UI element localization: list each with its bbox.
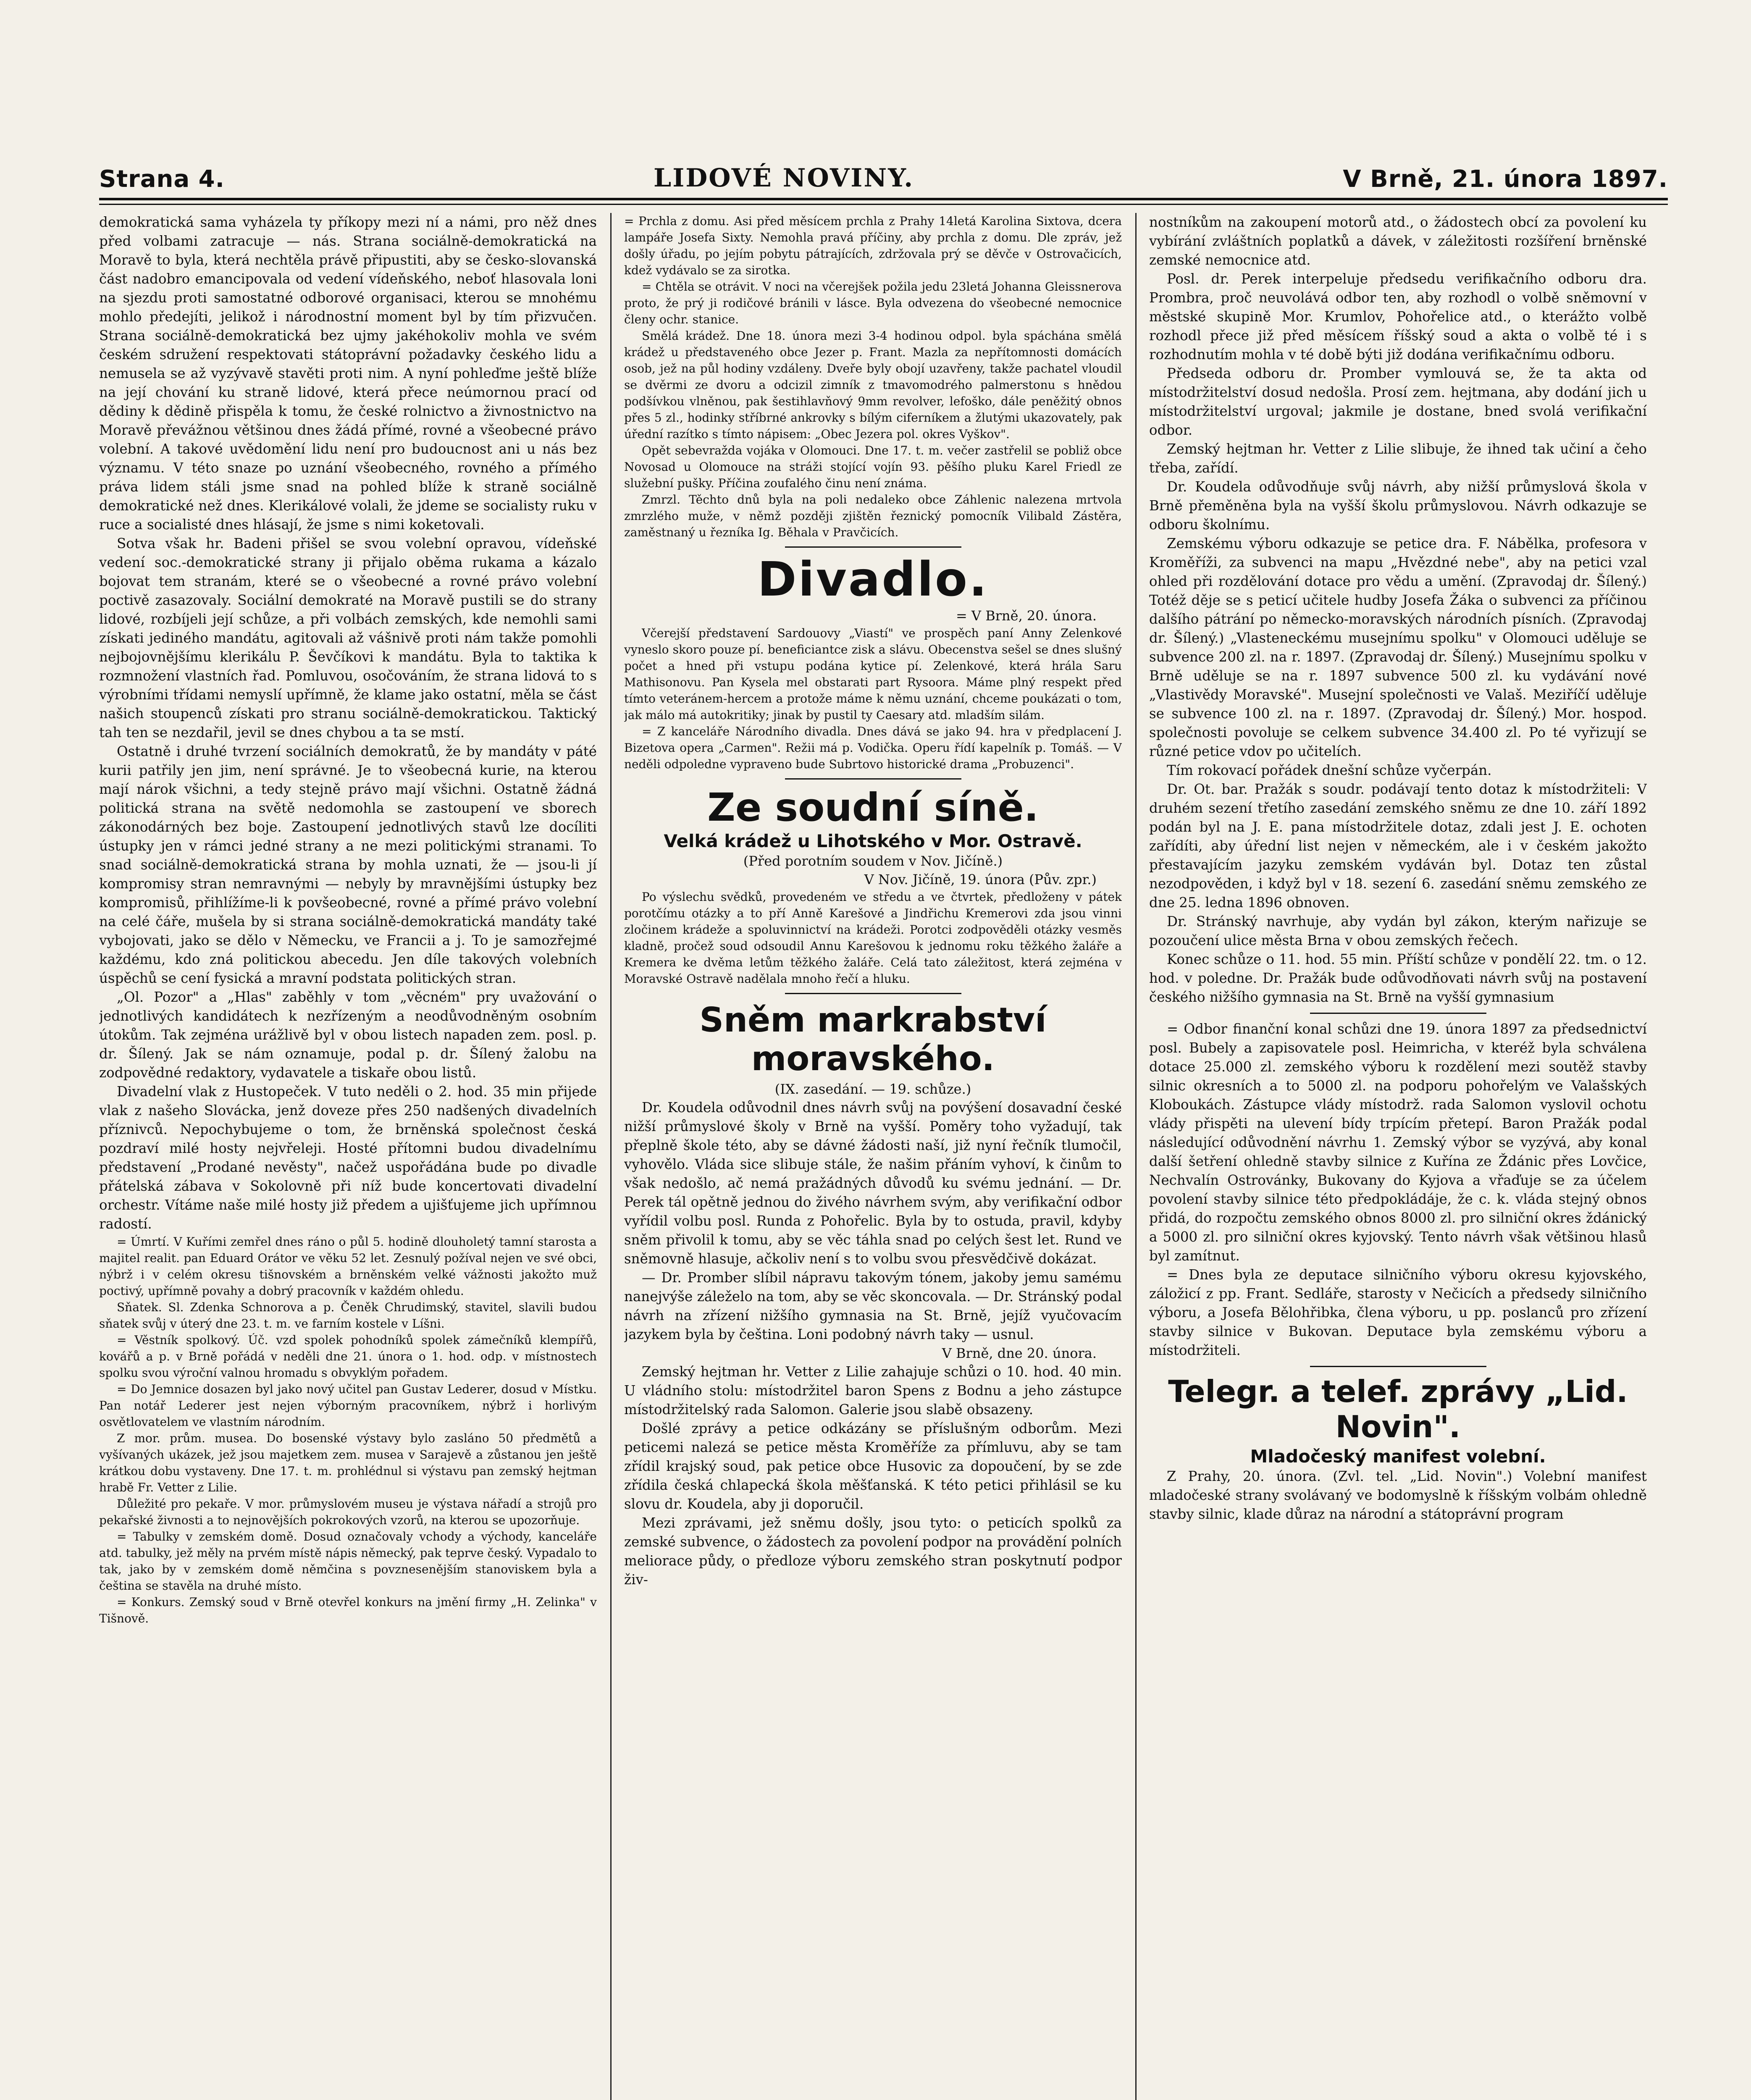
section-subheading: Velká krádež u Lihotského v Mor. Ostravě. bbox=[664, 831, 1082, 851]
article-paragraph: = Z kanceláře Národního divadla. Dnes dává se jako 94. hra v předplacení J. Bizetova opera „Carmen". Režii má p. Vodička. Operu řídí kapelník p. Tomáš. — V neděli odpoledne vypraveno bude Subrtovo historické drama „Probuzenci". bbox=[624, 724, 1122, 771]
masthead: LIDOVÉ NOVINY. bbox=[654, 163, 914, 193]
article-paragraph: „Ol. Pozor" a „Hlas" zaběhly v tom „věcném" pry uvažování o jednotlivých kandidátech k nezřízeným a neodůvodněným osobním útokům. Tak zejména urážlivě byl v obou listech napaden zem. posl. p. dr. Šílený. Jak se nám oznamuje, podal p. dr. Šílený žalobu na zodpovědné redaktory, vydavatele a tiskaře obou listů. bbox=[99, 989, 597, 1081]
article-paragraph: = Věstník spolkový. Úč. vzd spolek pohodníků spolek zámečníků klempířů, kovářů a p. v Brně pořádá v neděli dne 21. února o 1. hod. odp. v místnostech spolku svou výroční valnou hromadu s obvyklým pořadem. bbox=[99, 1333, 597, 1380]
article-paragraph: Mezi zprávami, jež sněmu došly, jsou tyto: o peticích spolků za zemské subvence, o žádostech za povolení podpor na provádění polních meliorace půdy, o předloze výboru zemského stran poskytnutí podpor živ- bbox=[624, 1515, 1122, 1588]
article-paragraph: Sotva však hr. Badeni přišel se svou volební opravou, vídeňské vedení soc.-demokratické strany ji přijalo oběma rukama a kázalo bojovat tem stranám, které se o všeobecné a rovné právo volební poctivě zasazovaly. Sociální demokraté na Moravě pustili se do strany lidové, rozbíjeli její schůze, a při volbách zemských, kde nemohli sami získati jediného mandátu, agitovali až vášnivě proti nám takže pomohli nejbojovnějšímu klerikálu P. Ševčíkovi k mandátu. Byla to taktika k rozmnožení vlastních řad. Pomluvou, osočováním, že strana lidová to s výrobními třídami nemyslí upřímně, že klame jako ostatní, měla se část našich stoupenců získati pro stranu sociálně-demokratickou. Taktický tah ten se nezdařil, jevil se dnes chybou a ta se mstí. bbox=[99, 536, 597, 740]
section-subheading: Mladočeský manifest volební. bbox=[1250, 1446, 1546, 1467]
article-paragraph: Důležité pro pekaře. V mor. průmyslovém museu je výstava nářadí a strojů pro pekařské živnosti a to nejnovějších pokrokových vzorů, na kterou se upozorňuje. bbox=[99, 1497, 597, 1527]
article-paragraph: = Odbor finanční konal schůzi dne 19. února 1897 za předsednictví posl. Bubely a zapisovatele posl. Heimricha, v kteréž byla schválena dotace 25.000 zl. zemského výboru k rozdělení mezi soutěž stavby silnic okresních a to 5000 zl. na podporu pohořelým ve Valašských Kloboukách. Zástupce vlády místodrž. rada Salomon vyslovil ochotu vlády přispěti na ulevení bídy trpícím přetepí. Baron Pražák podal následující odůvodnění návrhu 1. Zemský výbor se vyzývá, aby konal další šetření ohledně stavby silnice z Kuřína ze Ždánic přes Lovčice, Nechvalín Ostrovánky, Bukovany do Kyjova a vřaďuje se za účelem povolení stavby silnice této předpokládáje, že c. k. vláda stejný obnos přidá, do rozpočtu zemského obnos 8000 zl. pro silniční okres ždánický a 5000 zl. pro silniční okres kyjovský. Tento návrh však většinou hlasů byl zamítnut. bbox=[1149, 1021, 1647, 1264]
section-separator bbox=[1310, 1366, 1486, 1367]
article-paragraph: Divadelní vlak z Hustopeček. V tuto neděli o 2. hod. 35 min přijede vlak z našeho Slovácka, jenž doveze přes 250 nadšených divadelních příznivců. Nepochybujeme o tom, že brněnská společnost česká pozdraví milé hosty nejvřeleji. Hosté přítomni budou divadelnímu představení „Prodané nevěsty", načež uspořádána bude po divadle přátelská zábava v Sokolovně při níž bude koncertovati divadelní orchestr. Vítáme naše milé hosty již předem a ujišťujeme jich upřímnou radostí. bbox=[99, 1084, 597, 1232]
article-paragraph: Smělá krádež. Dne 18. února mezi 3-4 hodinou odpol. byla spáchána smělá krádež u představeného obce Jezer p. Frant. Mazla za nepřítomnosti domácích osob, jež na půl hodiny vzdáleny. Dveře byly obojí uzavřeny, takže pachatel vloudil se dvěrmi ze dvoru a odcizil zimník z tmavomodrého palmerstonu s hnědou podšívkou vlněnou, pak šestihlavňový 9mm revolver, lefoško, dále peněžitý obnos přes 5 zl., hodinky stříbrné ankrovky s bílým ciferníkem a žlutými ukazovately, pak úřední razítko s tímto nápisem: „Obec Jezera pol. okres Vyškov". bbox=[624, 329, 1122, 441]
section-heading-telegrams: Telegr. a telef. zprávy „Lid. Novin". bbox=[1168, 1374, 1628, 1444]
article-paragraph: = Prchla z domu. Asi před měsícem prchla z Prahy 14letá Karolina Sixtova, dcera lampáře Josefa Sixty. Nemohla pravá příčiny, aby prchla z domu. Dle zpráv, jež došly úřadu, po jejím pobytu pátrajících, zdržovala prý se děvče v Ostrovačicích, kdež vydávalo se za sirotka. bbox=[624, 214, 1122, 277]
section-heading-divadlo: Divadlo. bbox=[757, 552, 989, 607]
article-paragraph: Zemskému výboru odkazuje se petice drа. F. Nábělka, profesora v Kroměříži, za subvenci na mapu „Hvězdné nebe", aby na petici vzal ohled při rozdělování dotace pro vědu a umění. (Zpravodaj dr. Šílený.) Totéž děje se s peticí učitele hudby Josefa Žáka o subvenci za příčinou dalšího pátrání po německo-moravských národních písních. (Zpravodaj dr. Šílený.) „Vlasteneckému musejnímu spolku" v Olomouci uděluje se subvence 200 zl. na r. 1897. (Zpravodaj dr. Šílený.) Museјnímu spolku v Brně uděluje se na r. 1897 subvence 500 zl. ku vydávání nové „Vlastivědy Moravské". Musejní společnosti ve Valaš. Meziříčí uděluje se subvence 100 zl. na r. 1897. (Zpravodaj dr. Šílený.) Mor. hospod. společnosti povoluje se celkem subvence 34.400 zl. Po té vyřizují se různé petice vdov po učitelích. bbox=[1149, 536, 1647, 759]
column-3 bbox=[1149, 213, 1647, 2100]
article-paragraph: nostníkům na zakoupení motorů atd., o žádostech obcí za povolení ku vybírání zvláštních poplatků a dávek, v záležitosti rozšíření brněnské zemské nemocnice atd. bbox=[1149, 214, 1647, 268]
section-note: (Před porotním soudem v Nov. Jičíně.) bbox=[743, 853, 1003, 869]
article-paragraph: = Úmrtí. V Kuřími zemřel dnes ráno o půl 5. hodině dlouholetý tamní starosta a majitel realit. pan Eduard Orátor ve věku 52 let. Zesnulý požíval nejen ve své obci, nýbrž i v celém okresu tišnovském a brněnském velké vážnosti jakožto muž poctivý, upřímně povahy a dobrý pracovník v každém ohledu. bbox=[99, 1235, 597, 1298]
dateline: V Brně, dne 20. února. bbox=[942, 1345, 1097, 1361]
article-paragraph: Po výslechu svědků, provedeném ve středu a ve čtvrtek, předloženy v pátek porotčímu otázky a to pří Anně Karešové a Jindřichu Kremerovi zda jsou vinni zločinem krádeže a spoluvinnictví na krádeži. Porotci zodpověděli otázky vesměs kladně, pročež soud odsoudil Annu Karešovou k jednomu roku těžkého žaláře a Kremera ke dvěma letům těžkého žaláře. Celá tato záležitost, která zejména v Moravské Ostravě nadělala mnoho řečí a hluku. bbox=[624, 890, 1122, 986]
section-separator bbox=[785, 546, 961, 548]
section-separator bbox=[785, 778, 961, 780]
article-paragraph: Opět sebevražda vojáka v Olomouci. Dne 17. t. m. večer zastřelil se pobliž obce Novosad u Olomouce na stráži stojící vojín 93. pěšího pluku Karel Friedl ze služební pušky. Příčina zoufalého činu není známa. bbox=[624, 444, 1122, 490]
article-paragraph: Z mor. prům. musea. Do bosenské výstavy bylo zasláno 50 předmětů a vyšívaných ukázek, jež jsou majetkem zem. musea v Sarajevě a zůstanou jen ještě krátkou dobu vystaveny. Dne 17. t. m. prohlédnul si výstavu pan zemský hejtman hrabě Fr. Vetter z Lilie. bbox=[99, 1431, 597, 1494]
column-divider bbox=[610, 213, 612, 2100]
article-paragraph: Dr. Stránský navrhuje, aby vydán byl zákon, kterým nařizuje se pozoučení ulice města Brna v obou zemských řečech. bbox=[1149, 914, 1647, 948]
article-paragraph: Došlé zprávy a petice odkázány se příslušným odborům. Mezi peticemi nalezá se petice města Kroměříže za přímluvu, aby se tam zřídil krajský soud, pak petice obce Husovic za dopoučení, by se zde zřídila česká chlapecká škola měšťanská. K této petici přihlásil se ku slovu dr. Koudela, aby ji doporučil. bbox=[624, 1420, 1122, 1512]
article-paragraph: Zemský hejtman hr. Vetter z Lilie slibuje, že ihned tak učiní a čeho třeba, zařídí. bbox=[1149, 441, 1647, 476]
article-paragraph: = Chtěla se otrávit. V noci na včerejšek požila jedu 23letá Johanna Gleissnerova proto, že prý ji rodičové bránili v lásce. Byla odvezena do všeobecné nemocnice členy ochr. stanice. bbox=[624, 280, 1122, 326]
article-paragraph: Předseda odboru dr. Promber vymlouvá se, že ta akta od místodržitelství dosud nedošla. Prosí zem. hejtmana, aby dodání jich u místodržitelství urgoval; jakmile je dostane, bned svolá verifikační odbor. bbox=[1149, 365, 1647, 438]
article-paragraph: = Konkurs. Zemský soud v Brně otevřel konkurs na jmění firmy „H. Zelinka" v Tišnově. bbox=[99, 1595, 597, 1625]
article-paragraph: = Do Jemnice dosazen byl jako nový učitel pan Gustav Lederer, dosud v Místku. Pan notář Lederer jest nejen výborným pracovníkem, nýbrž i horlivým osvětlovatelem ve vlastním národním. bbox=[99, 1382, 597, 1429]
article-paragraph: Ostatně i druhé tvrzení sociálních demokratů, že by mandáty v páté kurii patřily jen jim, není správné. Je to všeobecná kurie, na kterou mají nárok všichni, a tedy stejně právo mají všichni. Ostatně žádná politická strana na světě nedomohla se zastoupení ve sborech zákonodárných bez boje. Zastoupení jednotlivých stavů lze docíliti ústupky jen v rámci jedné strany a ne mezi politickými stranami. To snad sociálně-demokratická strana by mohla uznati, že — jsou-li jí kompromisy stran nemravnými — nebyly by mravnějšími ústupky bez kompromisů, přihlížíme-li k povšeobecné, rovné a přímé právo volební na celé čáře, mušela by si strana sociálně-demokratická mandáty také vybojovati, jako se dělo v Německu, ve Francii a j. To je samozřejmé každému, kdo zná politickou abecedu. Jen díle takových volebních úspěchů se cení fysická a mravní podstata politických stran. bbox=[99, 743, 597, 986]
article-paragraph: = Tabulky v zemském domě. Dosud označovaly vchody a východy, kanceláře atd. tabulky, jež měly na prvém místě nápis německý, pak teprve český. Vypadalo to tak, jako by v zemském domě němčina s povznesenějším stanoviskem byla a čeština se stavěla na druhé místo. bbox=[99, 1530, 597, 1593]
article-paragraph: demokratická sama vyházela ty příkopy mezi ní a námi, pro něž dnes před volbami zatracuje — nás. Strana sociálně-demokratická na Moravě to byla, která nechtěla právě připustiti, aby se česko-slovanská část nadobro emancipovala od vedení vídeňského, neboť hlasovala loni na sjezdu proti samostatné odborové organisaci, kterou se mnohému mohlo předejíti, jelikož i národnostní moment byl by tím přizvučen. Strana sociálně-demokratická bez ujmy jakéhokoliv mohla ve svém českém sdružení respektovati státoprávní požadavky českého lidu a nemusela se až vyzývavě stavěti proti nim. A nyní pohleďme ještě blíže na její chování ku straně lidové, která přece neúmornou prací od dědiny k dědině přispěla k tomu, že české rolnictvo a živnostnictvo na Moravě převážnou většinou dnes žádá přímé, rovné a všeobecné právo volební. A takové uvědomění lidu není pro budoucnost ani u nás bez významu. V této snaze po uznání všeobecného, rovného a přímého práva lidem stáli jsme snad na pohled blíže k straně sociálně demokratické než dnes. Klerikálové volali, že jdeme se socialisty ruku v ruce a socialisté dnes hlásají, že jsme s nimi koketovali. bbox=[99, 214, 597, 533]
article-paragraph: Zmrzl. Těchto dnů byla na poli nedaleko obce Záhlenic nalezena mrtvola zmrzlého muže, v němž později zjištěn řeznický pomocník Vilibald Zástěra, zaměstnaný u řezníka Ig. Běhala v Pravčicích. bbox=[624, 493, 1122, 539]
header-rule-thin bbox=[99, 204, 1668, 205]
dateline: V Nov. Jičíně, 19. února (Pův. zpr.) bbox=[864, 872, 1097, 887]
section-separator bbox=[785, 993, 961, 994]
section-heading-court: Ze soudní síně. bbox=[707, 785, 1039, 830]
column-2 bbox=[624, 213, 1122, 2100]
section-heading-diet: Sněm markrabství moravského. bbox=[699, 1000, 1047, 1078]
article-paragraph: Dr. Ot. bar. Pražák s soudr. podávají tento dotaz k místodržiteli: V druhém sezení třetího zasedání zemského sněmu ze dne 10. září 1892 podán byl na J. E. pana místodržitele dotaz, zdali jest J. E. ochoten zařídíti, aby úřední list nejen v německém, ale i v českém jakožto přestavajícím jazyku zemském vydáván byl. Dotaz ten zůstal nezodpověden, i když byl v 18. sezení 6. zasedání sněmu zemského ze dne 25. ledna 1896 obnoven. bbox=[1149, 781, 1647, 911]
section-separator bbox=[1310, 1013, 1486, 1014]
issue-date: V Brně, 21. února 1897. bbox=[1343, 165, 1668, 193]
article-paragraph: Dr. Koudela odůvodňuje svůj návrh, aby nižší průmyslová škola v Brně přeměněna byla na vyšší školu průmyslovou. Návrh odkazuje se odboru školnímu. bbox=[1149, 479, 1647, 533]
article-paragraph: Z Prahy, 20. února. (Zvl. tel. „Lid. Novin".) Volební manifest mladočeské strany svolávaný ve bodomyslně k říšským volbám ohledně stavby silnic, klade důraz na národní a státoprávní program bbox=[1149, 1468, 1647, 1522]
column-divider bbox=[1135, 213, 1137, 2100]
article-paragraph: = Dnes byla ze deputace silničního výboru okresu kyjovského, záložicí z pp. Frant. Sedláře, starosty v Nečicích a předsedy silničního výboru, a Josefa Bělohřibka, člena výboru, u pp. poslanců pro zřízení stavby silnice v Bukovan. Deputace byla zemskému výboru a místodržiteli. bbox=[1149, 1267, 1647, 1358]
article-paragraph: Posl. dr. Perek interpeluje předsedu verifikačního odboru drа. Prombra, proč neuvolává odbor ten, aby rozhodl o volbě sněmovní v městské skupině Mor. Krumlov, Pohořelice atd., o kterážto volbě rozhodl přece již před měsícem říšský soud a akta o volbě té i s rozhodnutím mohla v té době býti již dodána verifikačnímu odboru. bbox=[1149, 271, 1647, 362]
section-note: (IX. zasedání. — 19. schůze.) bbox=[774, 1081, 971, 1097]
article-paragraph: — Dr. Promber slíbil nápravu takovým tónem, jakoby jemu samému nanejvýše záleželo na tom, aby se věc skoncovala. — Dr. Stránský podal návrh na zřízení nižšího gymnasia na St. Brně, jejíž vyučovacím jazykem byla by čeština. Loni podobný návrh taky — usnul. bbox=[624, 1270, 1122, 1342]
article-paragraph: Včerejší představení Sardouovy „Viastí" ve prospěch paní Anny Zelenkové vyneslo skoro pouze pí. beneficiantce zisk a slávu. Obecenstva sešel se dnes slušný počet a hned při vstupu podána kytice pí. Zelenkové, která hrála Saru Mathisonovu. Pan Kysela mel obstarati part Rysoora. Máme plný respekt před tímto veteránem-hercem a protože máme k němu uznání, chceme poukázati o tom, jak málo má autokritiky; jinak by pustil ty Caesary atd. mladším silám. bbox=[624, 626, 1122, 722]
article-paragraph: Tím rokovací pořádek dnešní schůze vyčerpán. bbox=[1167, 762, 1492, 778]
article-paragraph: Dr. Koudela odůvodnil dnes návrh svůj na povýšení dosavadní české nižší průmyslové školy v Brně na vyšší. Poměry toho vyžadují, tak přeplně škole této, aby se dávné žádosti naší, již nyní řečník tlumočil, vyhovělo. Vláda sice slibuje stále, že našim přáním vyhoví, k činům to však nedošlo, ač nemá pražádných důvodů ku svému jednání. — Dr. Perek tál opětně jednou do živého návrhem svým, aby verifikační odbor vyřídil volbu posl. Runda z Pohořelic. Byla by to ostuda, pravil, kdyby sněm přivolil k tomu, aby se věc táhla snad po celých šest let. Rund ve sněmovně hlasuje, ačkoliv není s to volbu svou přesvědčivě dokázat. bbox=[624, 1100, 1122, 1267]
page-header bbox=[99, 163, 1668, 193]
dateline: = V Brně, 20. února. bbox=[956, 608, 1097, 624]
article-paragraph: Zemský hejtman hr. Vetter z Lilie zahajuje schůzi o 10. hod. 40 min. U vládního stolu: místodržitel baron Spens z Bodnu a jeho zástupce místodržitelský rada Salomon. Galerie jsou slabě obsazeny. bbox=[624, 1364, 1122, 1418]
newspaper-page bbox=[99, 163, 1668, 2100]
page-number: Strana 4. bbox=[99, 165, 225, 193]
article-paragraph: Konec schůze o 11. hod. 55 min. Příští schůze v pondělí 22. tm. o 12. hod. v poledne. Dr. Pražák bude odůvodňovati návrh svůj na postavení českého nižšího gymnasia na St. Brně na vyšší gymnasium bbox=[1149, 951, 1647, 1005]
column-1 bbox=[99, 213, 597, 2100]
article-paragraph: Sňatek. Sl. Zdenka Schnorova a p. Čeněk Chrudimský, stavitel, slavili budou sňatek svůj v úterý dne 23. t. m. ve farním kostele v Líšni. bbox=[99, 1300, 597, 1331]
header-rule bbox=[99, 198, 1668, 200]
